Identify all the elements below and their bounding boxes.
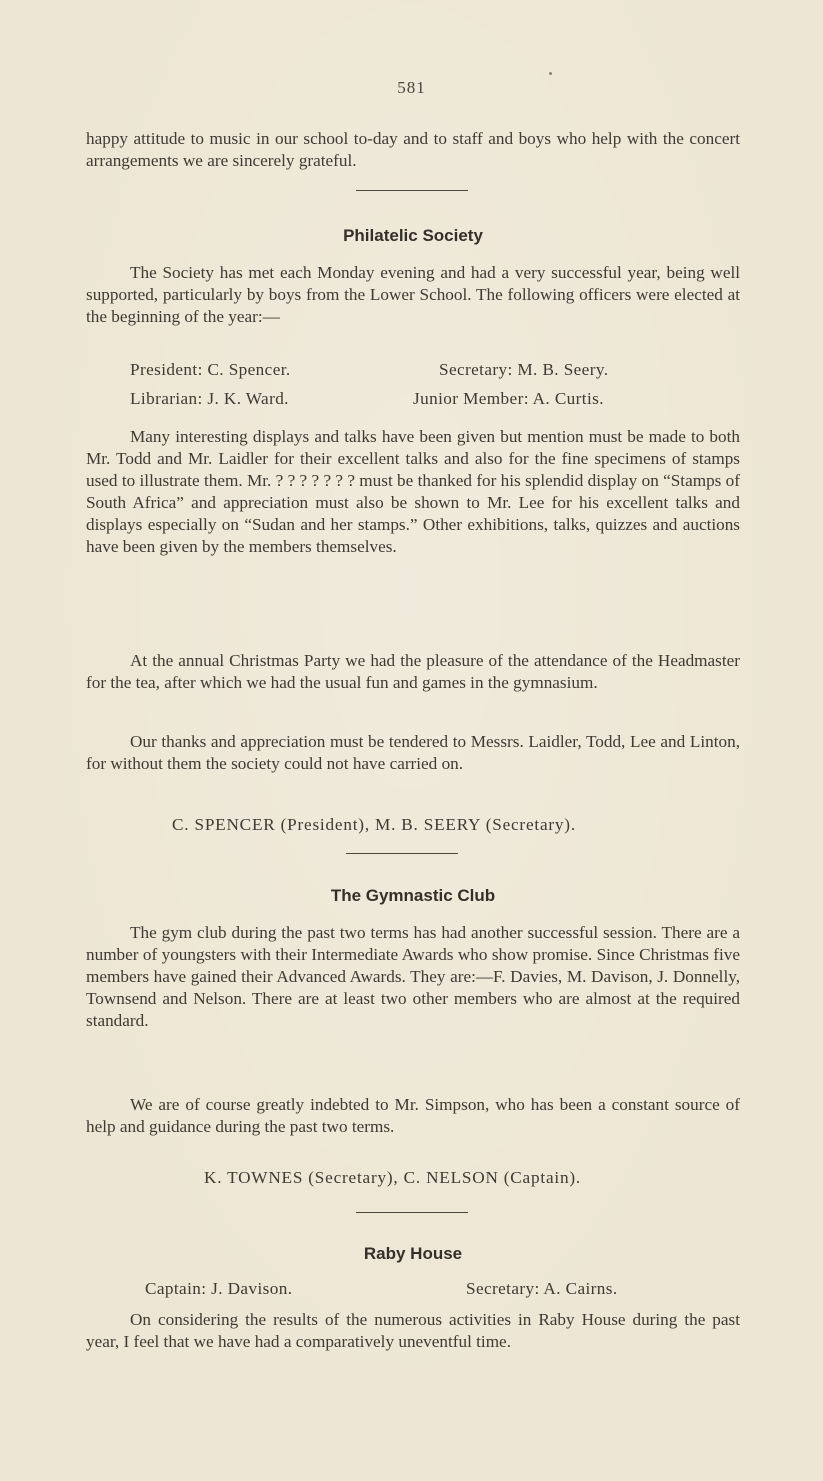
gymnastic-heading: The Gymnastic Club xyxy=(330,886,496,905)
paper-speck xyxy=(549,72,552,75)
philatelic-p4-wrap xyxy=(86,731,740,775)
officer-secretary: Secretary: M. B. Seery. xyxy=(439,360,609,379)
raby-paragraph-1: On considering the results of the numerous activities in Raby House during the past year, I feel that we have had a comparatively uneventful time. xyxy=(86,1310,740,1351)
philatelic-p2-wrap xyxy=(86,426,740,558)
raby-heading: Raby House xyxy=(363,1244,463,1263)
intro-section xyxy=(86,128,740,172)
philatelic-p1-wrap xyxy=(86,262,740,328)
officer-junior-member: Junior Member: A. Curtis. xyxy=(413,389,604,408)
divider-philatelic xyxy=(346,853,458,854)
philatelic-heading-wrap xyxy=(86,226,740,246)
raby-heading-wrap xyxy=(86,1244,740,1264)
philatelic-signature: C. SPENCER (President), M. B. SEERY (Secretary). xyxy=(172,815,576,834)
gymnastic-paragraph-2: We are of course greatly indebted to Mr. Simpson, who has been a constant source of help and guidance during the past two terms. xyxy=(86,1095,740,1136)
page-number: 581 xyxy=(397,78,426,97)
raby-captain: Captain: J. Davison. xyxy=(145,1279,293,1298)
philatelic-p3-wrap xyxy=(86,650,740,694)
gymnastic-signature: K. TOWNES (Secretary), C. NELSON (Captain). xyxy=(204,1168,581,1187)
officer-librarian: Librarian: J. K. Ward. xyxy=(130,389,289,408)
philatelic-heading: Philatelic Society xyxy=(343,226,483,245)
philatelic-paragraph-1: The Society has met each Monday evening and had a very successful year, being well supported, particularly by boys from the Lower School. The following officers were elected at the beginning of the year:— xyxy=(86,263,740,326)
philatelic-paragraph-2: Many interesting displays and talks have been given but mention must be made to both Mr. Todd and Mr. Laidler for their excellent talks and also for the fine specimens of stamps used to illustrate them. Mr. ? ? ? ? ? ? ? must be thanked for his splendid display on “Stamps of South Africa” and appreciation must also be shown to Mr. Lee for his excellent talks and displays especially on “Sudan and her stamps.” Other exhibitions, talks, quizzes and auctions have been given by the members themselves. xyxy=(86,427,740,556)
divider-intro xyxy=(356,190,468,191)
raby-p1-wrap xyxy=(86,1309,740,1353)
divider-gymnastic xyxy=(356,1212,468,1213)
intro-paragraph: happy attitude to music in our school to-day and to staff and boys who help with the concert arrangements we are sincerely grateful. xyxy=(86,129,740,170)
gymnastic-paragraph-1: The gym club during the past two terms has had another successful session. There are a number of youngsters with their Intermediate Awards who show promise. Since Christmas five members have gained their Advanced Awards. They are:—F. Davies, M. Davison, J. Donnelly, Townsend and Nelson. There are at least two other members who are almost at the required standard. xyxy=(86,923,740,1030)
gymnastic-p2-wrap xyxy=(86,1094,740,1138)
philatelic-paragraph-4: Our thanks and appreciation must be tendered to Messrs. Laidler, Todd, Lee and Linton, for without them the society could not have carried on. xyxy=(86,732,740,773)
philatelic-paragraph-3: At the annual Christmas Party we had the pleasure of the attendance of the Headmaster for the tea, after which we had the usual fun and games in the gymnasium. xyxy=(86,651,740,692)
gymnastic-heading-wrap xyxy=(86,886,740,906)
gymnastic-p1-wrap xyxy=(86,922,740,1032)
officer-president: President: C. Spencer. xyxy=(130,360,291,379)
raby-secretary: Secretary: A. Cairns. xyxy=(466,1279,618,1298)
